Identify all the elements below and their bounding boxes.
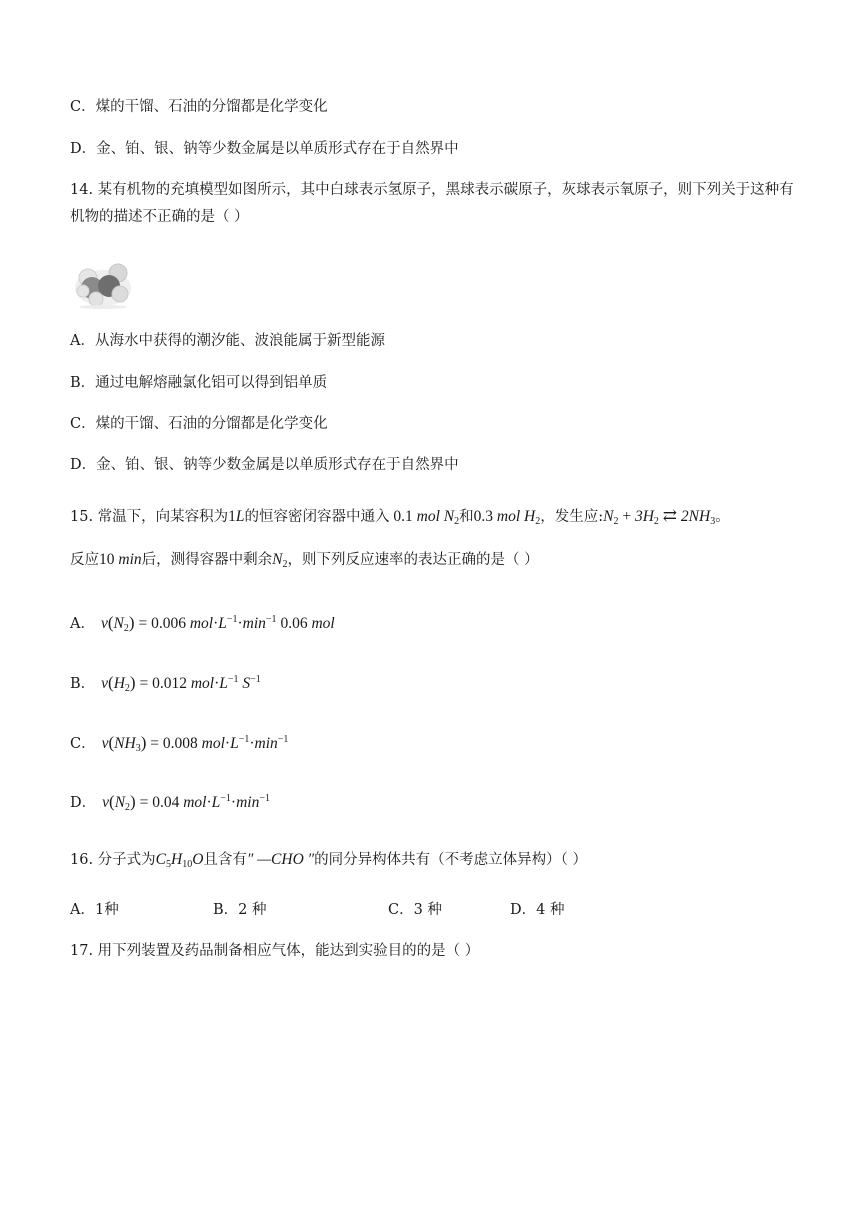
- q15-stem-line1: 15. 常温下，向某容积为1L的恒容密闭容器中通入 0.1 mol $N_2$和0.3 mol $H_2$，发生应$:N_2 + 3H_2$ ⇄ $2NH_3$。: [70, 506, 730, 527]
- q16-stem: 16. 分子式为$C_5H_{10}O$且含有″ —CHO ″的同分异构体共有（不考虑立体异构）（ ）: [70, 851, 587, 870]
- q16-option-c: C．3 种: [388, 902, 442, 918]
- q15-option-b: B． $v(H_2) = 0.012$ $mol\cdot L^{-1}$ $S^{-1}$: [70, 673, 261, 694]
- molecule-model-image: [72, 258, 134, 310]
- q16-option-a: A．1种: [70, 902, 119, 918]
- q14-option-b: B．通过电解熔融氯化铝可以得到铝单质: [70, 375, 328, 391]
- q15-stem-line2: 反应10 min后，测得容器中剩余$N_2$，则下列反应速率的表达正确的是（ ）: [70, 551, 539, 570]
- q15-option-d: D． $v(N_2) = 0.04$ $mol\cdot L^{-1}\cdot\min^{-1}$: [70, 792, 270, 813]
- q14-option-c: C．煤的干馏、石油的分馏都是化学变化: [70, 416, 328, 432]
- prev-option-c: C．煤的干馏、石油的分馏都是化学变化: [70, 99, 328, 115]
- q14-option-d: D．金、铂、银、钠等少数金属是以单质形式存在于自然界中: [70, 457, 459, 473]
- q15-option-a: A． $v(N_2) = 0.006$ $mol\cdot L^{-1}\cdot\min^{-1}$ 0.06 mol: [70, 613, 335, 634]
- q14-option-a: A．从海水中获得的潮汐能、波浪能属于新型能源: [70, 333, 385, 349]
- q15-option-c: C． $v(NH_3) = 0.008$ $mol\cdot L^{-1}\cdot\min^{-1}$: [70, 733, 289, 754]
- prev-option-d: D．金、铂、银、钠等少数金属是以单质形式存在于自然界中: [70, 141, 459, 157]
- q14-stem: 14. 某有机物的充填模型如图所示，其中白球表示氢原子，黑球表示碳原子，灰球表示氧原子，则下列关于这种有机物的描述不正确的是（ ）: [70, 182, 794, 225]
- q16-option-d: D．4 种: [510, 902, 565, 918]
- q17-stem: 17. 用下列装置及药品制备相应气体，能达到实验目的的是（ ）: [70, 943, 480, 959]
- q16-option-b: B．2 种: [213, 902, 267, 918]
